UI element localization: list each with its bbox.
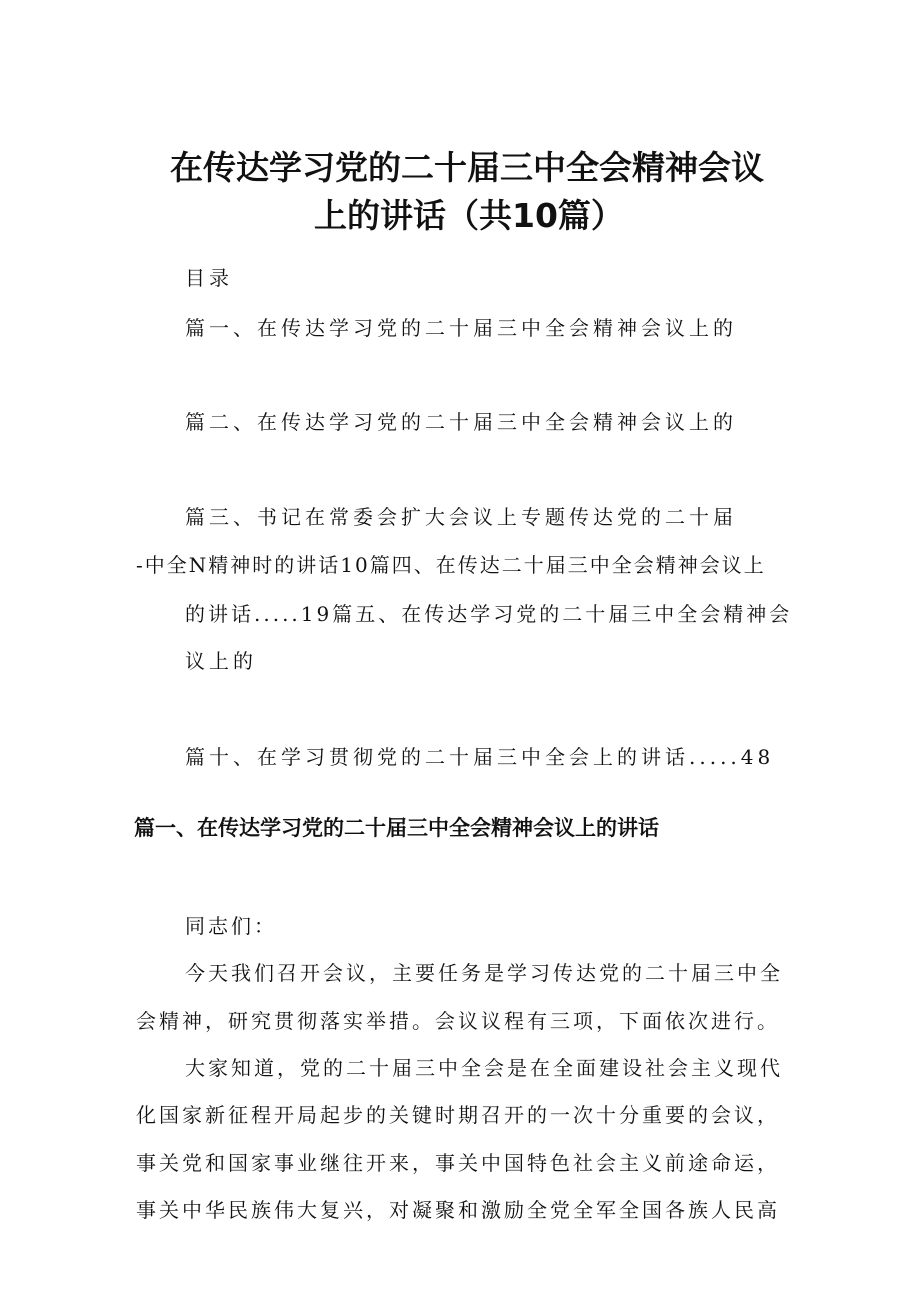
paragraph-line: 今天我们召开会议，主要任务是学习传达党的二十届三中全 <box>185 961 783 985</box>
toc-entry-5-continued: 议上的 <box>185 649 257 673</box>
toc-entry-1: 篇一、在传达学习党的二十届三中全会精神会议上的 <box>185 316 737 340</box>
paragraph-line: 事关中华民族伟大复兴，对凝聚和激励全党全军全国各族人民高 <box>136 1198 780 1222</box>
toc-label: 目录 <box>185 266 233 290</box>
document-title-line-1: 在传达学习党的二十届三中全会精神会议 <box>170 148 764 187</box>
paragraph-line: 会精神，研究贯彻落实举措。会议议程有三项，下面依次进行。 <box>136 1009 780 1033</box>
toc-entry-4-continued: 的讲话.....19篇五、在传达学习党的二十届三中全会精神会 <box>185 602 793 626</box>
toc-entry-3-continued: -中全N精神时的讲话10篇四、在传达二十届三中全会精神会议上 <box>136 553 766 577</box>
section-heading: 篇一、在传达学习党的二十届三中全会精神会议上的讲话 <box>134 816 659 840</box>
salutation: 同志们： <box>185 914 277 938</box>
paragraph-line: 化国家新征程开局起步的关键时期召开的一次十分重要的会议， <box>136 1103 780 1127</box>
document-title-line-2: 上的讲话（共10篇） <box>314 196 624 235</box>
toc-entry-3: 篇三、书记在常委会扩大会议上专题传达党的二十届 <box>185 505 737 529</box>
toc-entry-2: 篇二、在传达学习党的二十届三中全会精神会议上的 <box>185 410 737 434</box>
paragraph-line: 大家知道，党的二十届三中全会是在全面建设社会主义现代 <box>185 1056 783 1080</box>
toc-entry-10: 篇十、在学习贯彻党的二十届三中全会上的讲话.....48 <box>185 745 775 769</box>
paragraph-line: 事关党和国家事业继往开来，事关中国特色社会主义前途命运， <box>136 1151 780 1175</box>
